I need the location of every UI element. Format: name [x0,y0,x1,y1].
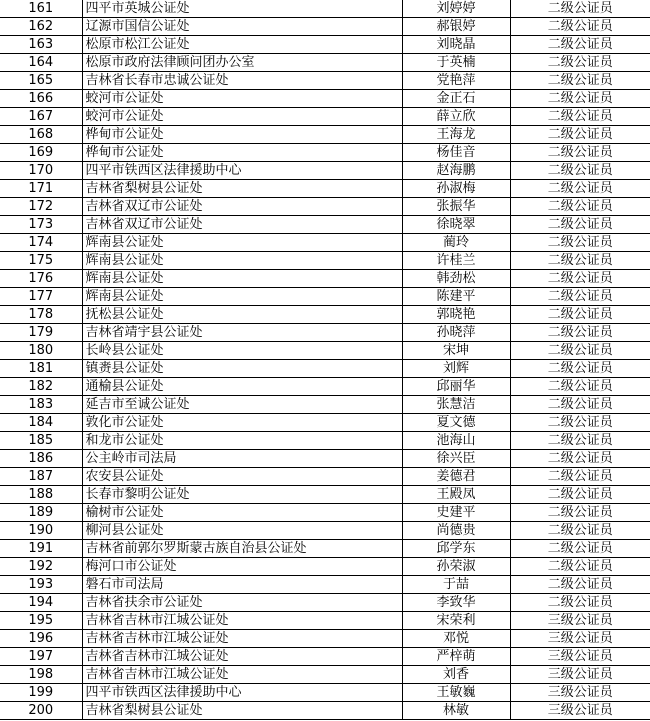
row-number: 161 [0,0,82,18]
person-name-cell: 邱丽华 [402,378,510,396]
rank-cell: 三级公证员 [510,666,650,684]
organization-cell: 辉南县公证处 [82,252,402,270]
table-row [0,18,650,36]
rank-cell: 二级公证员 [510,468,650,486]
person-name-cell: 刘晓晶 [402,36,510,54]
row-number: 187 [0,468,82,486]
organization-cell: 吉林省梨树县公证处 [82,180,402,198]
row-number: 185 [0,432,82,450]
person-name-cell: 郭晓艳 [402,306,510,324]
person-name-cell: 邱学东 [402,540,510,558]
person-name-cell: 韩劲松 [402,270,510,288]
organization-cell: 吉林省吉林市江城公证处 [82,648,402,666]
row-number: 196 [0,630,82,648]
organization-cell: 吉林省前郭尔罗斯蒙古族自治县公证处 [82,540,402,558]
organization-cell: 辉南县公证处 [82,270,402,288]
person-name-cell: 林敏 [402,702,510,720]
rank-cell: 二级公证员 [510,144,650,162]
organization-cell: 辉南县公证处 [82,234,402,252]
organization-cell: 抚松县公证处 [82,306,402,324]
table-row [0,90,650,108]
organization-cell: 延吉市至诚公证处 [82,396,402,414]
person-name-cell: 党艳萍 [402,72,510,90]
organization-cell: 吉林省双辽市公证处 [82,198,402,216]
table-row [0,144,650,162]
person-name-cell: 池海山 [402,432,510,450]
rank-cell: 三级公证员 [510,684,650,702]
person-name-cell: 张振华 [402,198,510,216]
person-name-cell: 孙晓萍 [402,324,510,342]
rank-cell: 二级公证员 [510,180,650,198]
table-row [0,198,650,216]
organization-cell: 梅河口市公证处 [82,558,402,576]
organization-cell: 农安县公证处 [82,468,402,486]
person-name-cell: 夏文德 [402,414,510,432]
person-name-cell: 刘香 [402,666,510,684]
table-row [0,486,650,504]
row-number: 168 [0,126,82,144]
row-number: 170 [0,162,82,180]
organization-cell: 敦化市公证处 [82,414,402,432]
table-row [0,522,650,540]
row-number: 175 [0,252,82,270]
table-row [0,612,650,630]
row-number: 165 [0,72,82,90]
rank-cell: 二级公证员 [510,90,650,108]
rank-cell: 二级公证员 [510,450,650,468]
table-row [0,72,650,90]
person-name-cell: 孙荣淑 [402,558,510,576]
rank-cell: 二级公证员 [510,270,650,288]
organization-cell: 吉林省扶余市公证处 [82,594,402,612]
rank-cell: 二级公证员 [510,216,650,234]
rank-cell: 二级公证员 [510,414,650,432]
table-row [0,540,650,558]
rank-cell: 二级公证员 [510,522,650,540]
organization-cell: 磐石市司法局 [82,576,402,594]
row-number: 198 [0,666,82,684]
table-row [0,666,650,684]
rank-cell: 二级公证员 [510,504,650,522]
table-row [0,126,650,144]
row-number: 181 [0,360,82,378]
person-name-cell: 尚德贵 [402,522,510,540]
table-row [0,54,650,72]
table-row [0,576,650,594]
table-row [0,702,650,720]
table-row [0,234,650,252]
rank-cell: 二级公证员 [510,486,650,504]
person-name-cell: 邓悦 [402,630,510,648]
person-name-cell: 王海龙 [402,126,510,144]
row-number: 195 [0,612,82,630]
organization-cell: 蛟河市公证处 [82,108,402,126]
rank-cell: 二级公证员 [510,558,650,576]
organization-cell: 吉林省吉林市江城公证处 [82,612,402,630]
organization-cell: 长岭县公证处 [82,342,402,360]
person-name-cell: 宋荣利 [402,612,510,630]
rank-cell: 三级公证员 [510,612,650,630]
rank-cell: 二级公证员 [510,540,650,558]
rank-cell: 三级公证员 [510,648,650,666]
row-number: 174 [0,234,82,252]
organization-cell: 公主岭市司法局 [82,450,402,468]
row-number: 190 [0,522,82,540]
person-name-cell: 于喆 [402,576,510,594]
organization-cell: 四平市英城公证处 [82,0,402,18]
rank-cell: 二级公证员 [510,252,650,270]
person-name-cell: 严梓萌 [402,648,510,666]
table-row [0,684,650,702]
row-number: 188 [0,486,82,504]
row-number: 184 [0,414,82,432]
rank-cell: 二级公证员 [510,594,650,612]
row-number: 192 [0,558,82,576]
rank-cell: 二级公证员 [510,432,650,450]
organization-cell: 镇赉县公证处 [82,360,402,378]
organization-cell: 桦甸市公证处 [82,144,402,162]
row-number: 191 [0,540,82,558]
row-number: 171 [0,180,82,198]
row-number: 172 [0,198,82,216]
row-number: 166 [0,90,82,108]
row-number: 182 [0,378,82,396]
row-number: 199 [0,684,82,702]
person-name-cell: 赵海鹏 [402,162,510,180]
table-row [0,162,650,180]
rank-cell: 二级公证员 [510,288,650,306]
person-name-cell: 姜德君 [402,468,510,486]
organization-cell: 松原市政府法律顾问团办公室 [82,54,402,72]
table-row [0,594,650,612]
rank-cell: 二级公证员 [510,108,650,126]
row-number: 186 [0,450,82,468]
rank-cell: 二级公证员 [510,162,650,180]
organization-cell: 辉南县公证处 [82,288,402,306]
organization-cell: 通榆县公证处 [82,378,402,396]
rank-cell: 二级公证员 [510,576,650,594]
row-number: 162 [0,18,82,36]
organization-cell: 长春市黎明公证处 [82,486,402,504]
person-name-cell: 于英楠 [402,54,510,72]
person-name-cell: 张慧洁 [402,396,510,414]
rank-cell: 二级公证员 [510,234,650,252]
table-row [0,216,650,234]
table-row [0,504,650,522]
rank-cell: 三级公证员 [510,702,650,720]
organization-cell: 桦甸市公证处 [82,126,402,144]
organization-cell: 松原市松江公证处 [82,36,402,54]
table-row [0,36,650,54]
table-row [0,450,650,468]
person-name-cell: 李致华 [402,594,510,612]
rank-cell: 二级公证员 [510,378,650,396]
person-name-cell: 蔺玲 [402,234,510,252]
row-number: 180 [0,342,82,360]
table-row [0,108,650,126]
row-number: 193 [0,576,82,594]
person-name-cell: 薛立欣 [402,108,510,126]
row-number: 178 [0,306,82,324]
table-row [0,558,650,576]
table-row [0,648,650,666]
person-name-cell: 杨佳音 [402,144,510,162]
organization-cell: 辽源市国信公证处 [82,18,402,36]
organization-cell: 四平市铁西区法律援助中心 [82,162,402,180]
person-name-cell: 刘辉 [402,360,510,378]
organization-cell: 吉林省梨树县公证处 [82,702,402,720]
organization-cell: 吉林省靖宇县公证处 [82,324,402,342]
rank-cell: 二级公证员 [510,306,650,324]
row-number: 194 [0,594,82,612]
row-number: 183 [0,396,82,414]
table-row [0,288,650,306]
table-row [0,468,650,486]
rank-cell: 二级公证员 [510,324,650,342]
person-name-cell: 宋坤 [402,342,510,360]
organization-cell: 吉林省长春市忠诚公证处 [82,72,402,90]
organization-cell: 柳河县公证处 [82,522,402,540]
rank-cell: 二级公证员 [510,54,650,72]
row-number: 169 [0,144,82,162]
rank-cell: 二级公证员 [510,18,650,36]
table-row [0,414,650,432]
row-number: 164 [0,54,82,72]
organization-cell: 吉林省吉林市江城公证处 [82,630,402,648]
organization-cell: 四平市铁西区法律援助中心 [82,684,402,702]
person-name-cell: 郝银婷 [402,18,510,36]
row-number: 179 [0,324,82,342]
person-name-cell: 徐晓翠 [402,216,510,234]
table-row [0,324,650,342]
table-row [0,180,650,198]
table-row [0,378,650,396]
table-row [0,270,650,288]
rank-cell: 二级公证员 [510,198,650,216]
organization-cell: 蛟河市公证处 [82,90,402,108]
row-number: 200 [0,702,82,720]
row-number: 167 [0,108,82,126]
rank-cell: 二级公证员 [510,126,650,144]
organization-cell: 榆树市公证处 [82,504,402,522]
rank-cell: 二级公证员 [510,396,650,414]
row-number: 176 [0,270,82,288]
person-name-cell: 孙淑梅 [402,180,510,198]
table-row [0,432,650,450]
row-number: 177 [0,288,82,306]
organization-cell: 吉林省吉林市江城公证处 [82,666,402,684]
person-name-cell: 刘婷婷 [402,0,510,18]
row-number: 163 [0,36,82,54]
table-row [0,0,650,18]
row-number: 189 [0,504,82,522]
table-row [0,306,650,324]
rank-cell: 二级公证员 [510,342,650,360]
organization-cell: 吉林省双辽市公证处 [82,216,402,234]
person-name-cell: 金正石 [402,90,510,108]
row-number: 173 [0,216,82,234]
person-name-cell: 许桂兰 [402,252,510,270]
table-row [0,252,650,270]
person-name-cell: 王敏巍 [402,684,510,702]
person-name-cell: 徐兴臣 [402,450,510,468]
organization-cell: 和龙市公证处 [82,432,402,450]
row-number: 197 [0,648,82,666]
rank-cell: 二级公证员 [510,72,650,90]
rank-cell: 二级公证员 [510,36,650,54]
person-name-cell: 王殿凤 [402,486,510,504]
rank-cell: 二级公证员 [510,360,650,378]
rank-cell: 二级公证员 [510,0,650,18]
person-name-cell: 陈建平 [402,288,510,306]
person-name-cell: 史建平 [402,504,510,522]
table-row [0,342,650,360]
table-row [0,360,650,378]
table-row [0,630,650,648]
rank-cell: 三级公证员 [510,630,650,648]
table-row [0,396,650,414]
